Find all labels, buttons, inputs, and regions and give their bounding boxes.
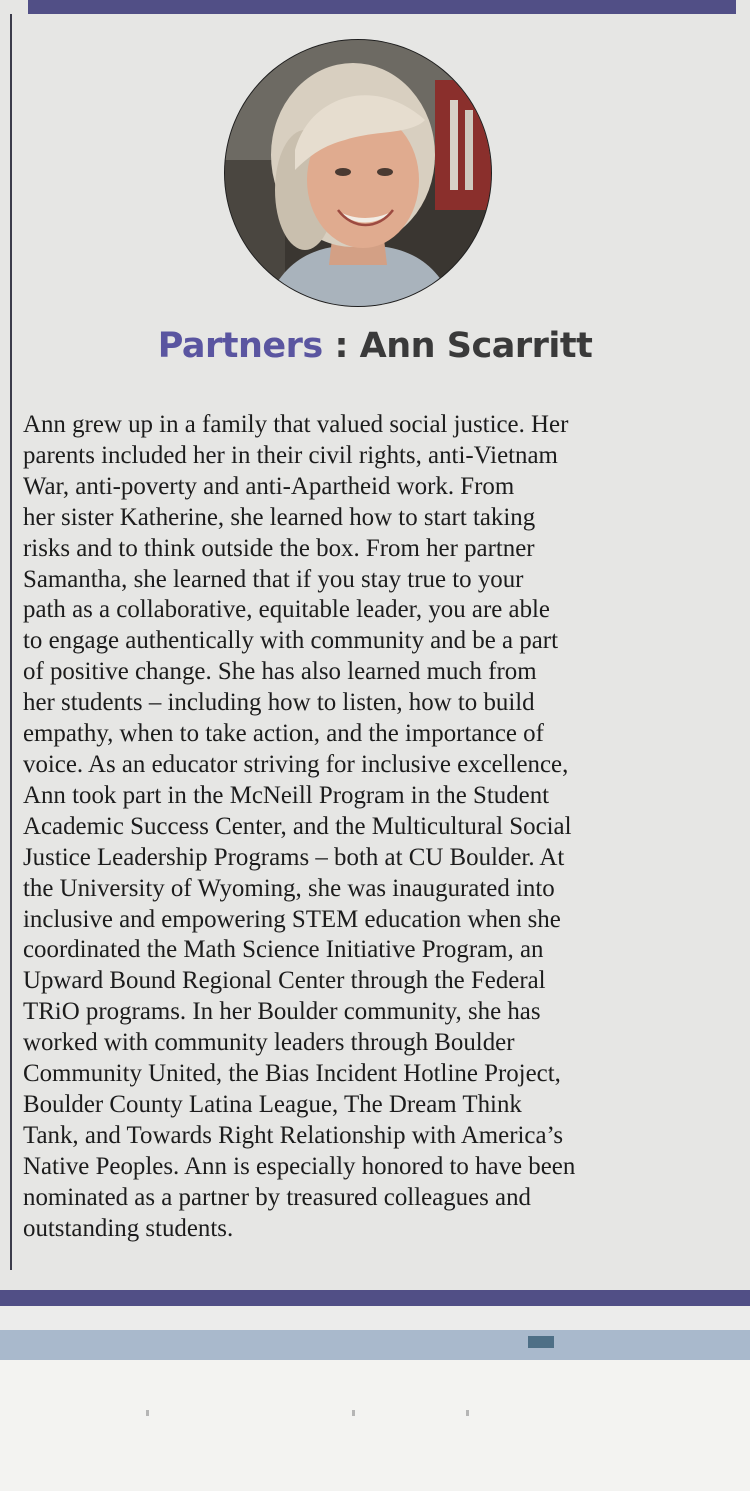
body-line: outstanding students. (23, 1214, 234, 1242)
body-line: Ann took part in the McNeill Program in the Student (23, 781, 550, 809)
body-line: inclusive and empowering STEM education when she (23, 905, 561, 933)
body-line: Academic Success Center, and the Multicultural Social (23, 812, 572, 840)
portrait (225, 40, 491, 306)
body-line: worked with community leaders through Boulder (23, 1029, 515, 1057)
heading-category: Partners (157, 326, 323, 366)
body-line: Upward Bound Regional Center through the Federal (23, 967, 546, 995)
print-speck (352, 1410, 355, 1416)
heading-name: Ann Scarritt (359, 326, 593, 366)
bottom-divider-band (0, 1290, 750, 1306)
left-column-rule (10, 14, 12, 1270)
lower-page-area (0, 1360, 750, 1491)
article-heading (0, 326, 750, 366)
body-line: Ann grew up in a family that valued social justice. Her (23, 411, 569, 438)
body-line: voice. As an educator striving for inclusive excellence, (23, 750, 569, 778)
body-line: War, anti-poverty and anti-Apartheid work. From (23, 472, 515, 500)
footer-strip-mark (528, 1336, 554, 1348)
body-line: Samantha, she learned that if you stay true to your (23, 565, 524, 593)
print-speck (146, 1410, 149, 1416)
body-line: the University of Wyoming, she was inaugurated into (23, 874, 555, 902)
body-line: to engage authentically with community and be a part (23, 627, 558, 655)
body-line: Boulder County Latina League, The Dream Think (23, 1090, 522, 1118)
body-line: TRiO programs. In her Boulder community, she has (23, 998, 541, 1026)
body-line: of positive change. She has also learned much from (23, 658, 537, 686)
heading-separator: : (334, 326, 348, 366)
body-line: Justice Leadership Programs – both at CU Boulder. At (23, 843, 565, 871)
body-line: her students – including how to listen, how to build (23, 689, 535, 717)
body-line: parents included her in their civil rights, anti-Vietnam (23, 441, 558, 469)
body-line: Tank, and Towards Right Relationship with America’s (23, 1121, 564, 1149)
body-line: empathy, when to take action, and the importance of (23, 720, 544, 748)
print-speck (466, 1410, 469, 1416)
article-body (23, 410, 723, 1244)
body-line: Community United, the Bias Incident Hotline Project, (23, 1060, 561, 1088)
top-divider-band (28, 0, 736, 14)
body-line: her sister Katherine, she learned how to start taking (23, 503, 536, 531)
portrait-photo (225, 40, 491, 306)
body-line: nominated as a partner by treasured colleagues and (23, 1183, 531, 1211)
body-line: risks and to think outside the box. From her partner (23, 534, 535, 562)
body-line: coordinated the Math Science Initiative Program, an (23, 936, 544, 964)
footer-strip (0, 1330, 750, 1360)
body-line: Native Peoples. Ann is especially honored to have been (23, 1152, 576, 1180)
body-line: path as a collaborative, equitable leader, you are able (23, 596, 550, 624)
